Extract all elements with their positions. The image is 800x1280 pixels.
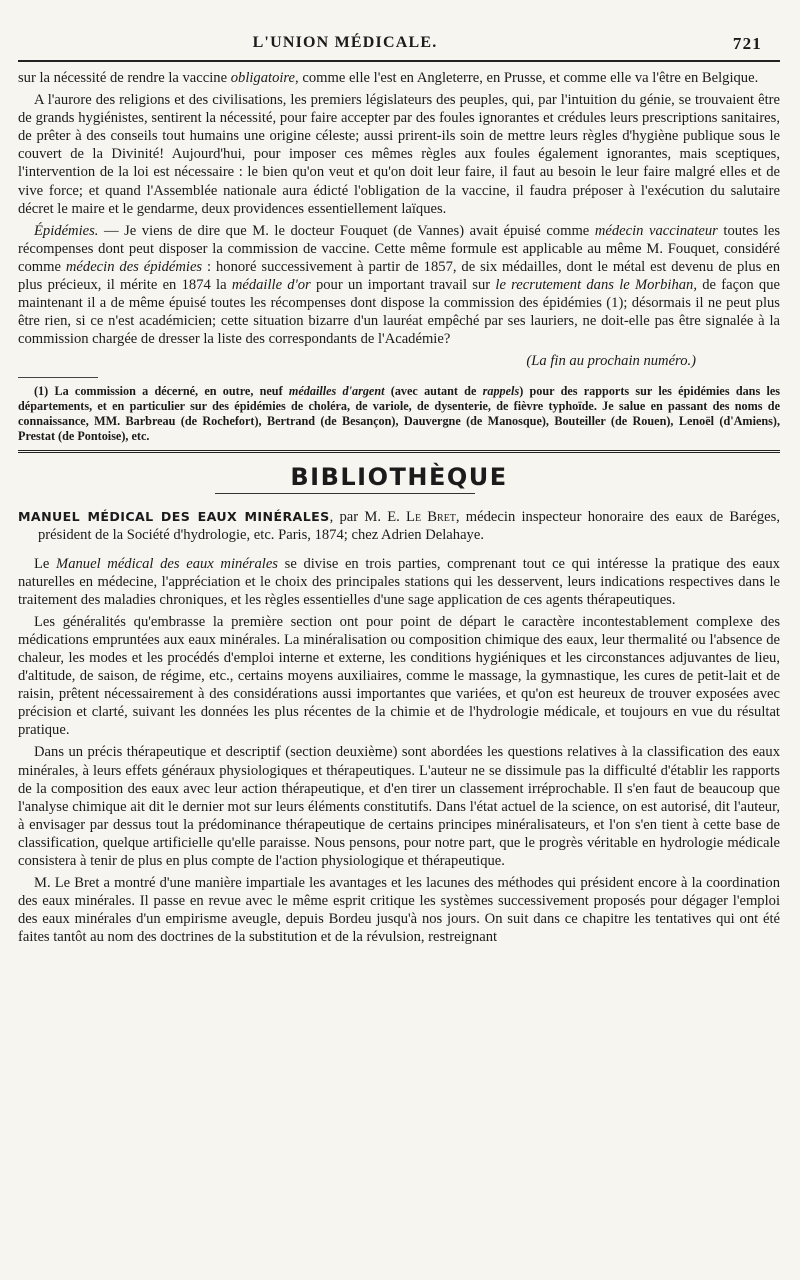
book-title: MANUEL MÉDICAL DES EAUX MINÉRALES <box>18 509 330 525</box>
section-rule <box>18 450 780 455</box>
article-text-top <box>18 69 780 371</box>
footnote: (1) La commission a décerné, en outre, neuf médailles d'argent (avec autant de rappels) pour des rapports sur les épidémies dans les départements, et en particulier sur des épidémies de choléra, de variole, de dysenterie, de fièvre typhoïde. Je salue en passant des noms de connaissance, MM. Barbreau (de Rochefort), Bertrand (de Besançon), Dauvergne (de Manosque), Bouteiller (de Rouen), Lenoël (d'Amiens), Prestat (de Pontoise), etc. <box>18 383 780 444</box>
paragraph: Les généralités qu'embrasse la première section ont pour point de départ le caractère incontestablement complexe des médications empruntées aux eaux minérales. La minéralisation ou composition chimique des eaux, leur thermalité ou l'absence de chaleur, les modes et les procédés d'emploi interne et externe, les conditions hygiéniques et les circonstances adjuvantes de lieu, d'altitude, de saison, de régime, etc., certains moyens auxiliaires, comme le massage, la gymnastique, les cures de petit-lait et de raisin, prêtent nécessairement à des considérations aussi importantes que variées, et qu'on est heureux de trouver exposées avec précision et clarté, suivant les données les plus récentes de la chimie et de l'hydrologie médicale, et toujours en vue du résultat pratique. <box>18 613 780 739</box>
continued-note: (La fin au prochain numéro.) <box>526 353 696 370</box>
paragraph: M. Le Bret a montré d'une manière impartiale les avantages et les lacunes des méthodes qui président encore à la coordination des eaux minérales. Il passe en revue avec le même esprit critique les systèmes successivement proposés pour dégager l'emploi des eaux minérales d'un empirisme aveugle, depuis Bordeu jusqu'à nos jours. On suit dans ce chapitre les tentatives qui ont été faites tantôt au nom des doctrines de la substitution et de la révulsion, restreignant <box>18 875 780 946</box>
book-entry: MANUEL MÉDICAL DES EAUX MINÉRALES, par M. E. Le Bret, médecin inspecteur honoraire des eaux de Baréges, président de la Société d'hydrologie, etc. Paris, 1874; chez Adrien Delahaye. <box>18 509 780 544</box>
header-rule <box>18 60 780 62</box>
paragraph: A l'aurore des religions et des civilisations, les premiers législateurs des peuples, qui, par l'intuition du génie, se trouvaient être de grands hygiénistes, sentirent la nécessité, pour faire accepter par des foules ignorantes et crédules leurs prescriptions sanitaires, de prêter à des conseils tout humains une origine céleste; aussi prirent-ils soin de mettre leurs règles d'hygiène publique sous le couvert de la Divinité! Aujourd'hui, pour imposer ces mêmes règles aux foules également ignorantes, mais sceptiques, l'intervention de la loi est nécessaire : le bien qu'on veut et qu'on doit leur faire, il faut au besoin le leur faire malgré elles et de vive force; et quand l'Assemblée nationale aura édicté l'obligation de la vaccine, il faudra préposer à l'exécution du salutaire décret le maire et le gendarme, deux providences essentiellement laïques. <box>18 92 780 217</box>
journal-title: L'UNION MÉDICALE. <box>252 34 438 51</box>
paragraph-epidemies: Épidémies. — Je viens de dire que M. le docteur Fouquet (de Vannes) avait épuisé comme médecin vaccinateur toutes les récompenses dont peut disposer la commission de vaccine. Cette même formule est applicable au même M. Fouquet, considéré comme médecin des épidémies : honoré successivement à partir de 1857, de six médailles, dont le métal est devenu de plus en plus précieux, il mérite en 1874 la médaille d'or pour un important travail sur le recrutement dans le Morbihan, de façon que maintenant il a de même épuisé toutes les récompenses dont dispose la commission des épidémies (1); désormais il ne peut plus être rien, si ce n'est académicien; cette situation bizarre d'un lauréat empêché par ses lauriers, ne doit-elle pas être signalée à la commission chargée de dresser la liste des correspondants de l'Académie? <box>18 222 781 348</box>
book-author: Le Bret <box>406 509 456 526</box>
running-head <box>18 30 762 56</box>
paragraph: sur la nécessité de rendre la vaccine obligatoire, comme elle l'est en Angleterre, en Prusse, et comme elle va l'être en Belgique. <box>18 70 759 86</box>
run-in-heading: Épidémies. <box>34 222 99 239</box>
section-underline <box>215 493 475 494</box>
paragraph: Dans un précis thérapeutique et descriptif (section deuxième) sont abordées les questions relatives à la classification des eaux minérales, à leurs effets généraux physiologiques et thérapeutiques. L'auteur ne se dissimule pas la difficulté d'établir les rapports de la composition des eaux avec leur action thérapeutique, et d'en tirer un classement irréprochable. Il s'en faut de beaucoup que l'analyse chimique ait dit le dernier mot sur leurs éléments constitutifs. Dans l'état actuel de la science, on est autorisé, dit l'auteur, à envisager par dessus tout la prédominance thérapeutique de certains principes minéralisateurs, et l'on s'en tient à cette base de classification, quelque artificielle qu'elle paraisse. Nous pensons, pour notre part, que le progrès véritable en hydrologie médicale consistera à tenir de plus en plus compte de l'action physiologique et thérapeutique. <box>18 744 780 869</box>
article-text-bottom <box>18 555 780 947</box>
section-heading: BIBLIOTHÈQUE <box>290 463 508 492</box>
footnote-rule <box>18 377 98 378</box>
paragraph: Le Manuel médical des eaux minérales se divise en trois parties, comprenant tout ce qui intéresse la pratique des eaux naturelles en médecine, l'appréciation et le choix des principales stations qui les desservent, leurs indications respectives dans le traitement des maladies chroniques, et les règles essentielles d'une sage application de ces agents thérapeutiques. <box>18 555 780 608</box>
page-number: 721 <box>732 34 762 53</box>
